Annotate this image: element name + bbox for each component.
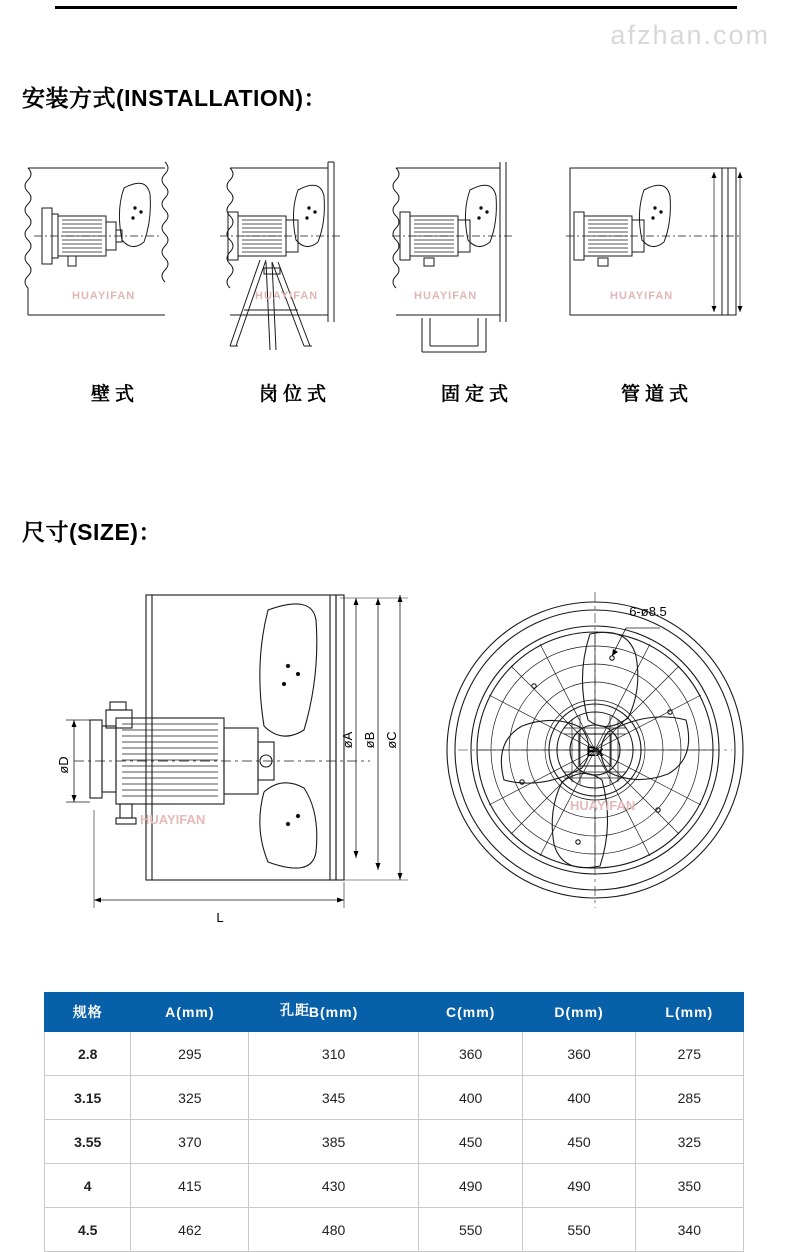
th-a: A(mm) bbox=[131, 993, 249, 1032]
cell-spec: 3.15 bbox=[45, 1076, 131, 1120]
cell-c: 550 bbox=[418, 1208, 523, 1252]
th-c: C(mm) bbox=[418, 993, 523, 1032]
table-row bbox=[45, 1164, 744, 1208]
cell-c: 400 bbox=[418, 1076, 523, 1120]
table-row bbox=[45, 1076, 744, 1120]
cell-a: 415 bbox=[131, 1164, 249, 1208]
top-divider bbox=[55, 6, 737, 9]
cell-d: 360 bbox=[523, 1032, 635, 1076]
cell-l: 275 bbox=[635, 1032, 743, 1076]
cell-d: 550 bbox=[523, 1208, 635, 1252]
installation-caption-fixed: 固定式 bbox=[440, 384, 513, 405]
installation-figure-fixed bbox=[382, 150, 572, 365]
cell-a: 325 bbox=[131, 1076, 249, 1120]
installation-caption-post: 岗位式 bbox=[258, 384, 331, 405]
installation-item-wall bbox=[20, 150, 210, 406]
brand-watermark: HUAYIFAN bbox=[72, 290, 136, 302]
th-spec: 规格 bbox=[45, 993, 131, 1032]
cell-d: 450 bbox=[523, 1120, 635, 1164]
label-phi-a: øA bbox=[340, 731, 355, 749]
installation-figure-post bbox=[200, 150, 390, 365]
installation-figure-wall bbox=[20, 150, 210, 365]
cell-l: 285 bbox=[635, 1076, 743, 1120]
site-watermark: afzhan.com bbox=[610, 20, 770, 50]
table-row bbox=[45, 1120, 744, 1164]
table-header-row bbox=[45, 993, 744, 1032]
cell-spec: 3.55 bbox=[45, 1120, 131, 1164]
th-l: L(mm) bbox=[635, 993, 743, 1032]
cell-b: 345 bbox=[249, 1076, 419, 1120]
table-row bbox=[45, 1208, 744, 1252]
cell-b: 480 bbox=[249, 1208, 419, 1252]
installation-item-post bbox=[200, 150, 390, 406]
cell-l: 325 bbox=[635, 1120, 743, 1164]
installation-caption-wall: 壁式 bbox=[90, 384, 139, 405]
cell-spec: 2.8 bbox=[45, 1032, 131, 1076]
cell-spec: 4.5 bbox=[45, 1208, 131, 1252]
label-ex: Ex bbox=[586, 743, 604, 759]
cell-b: 430 bbox=[249, 1164, 419, 1208]
cell-a: 295 bbox=[131, 1032, 249, 1076]
installation-caption-duct: 管道式 bbox=[620, 384, 693, 405]
brand-watermark: HUAYIFAN bbox=[140, 812, 206, 827]
brand-watermark: HUAYIFAN bbox=[255, 290, 319, 302]
th-d: D(mm) bbox=[523, 993, 635, 1032]
cell-l: 350 bbox=[635, 1164, 743, 1208]
label-holes: 6-ø8.5 bbox=[629, 604, 667, 619]
cell-b: 310 bbox=[249, 1032, 419, 1076]
cell-l: 340 bbox=[635, 1208, 743, 1252]
cell-c: 450 bbox=[418, 1120, 523, 1164]
brand-watermark: HUAYIFAN bbox=[610, 290, 674, 302]
size-section-title: 尺寸(SIZE)： bbox=[22, 519, 162, 545]
size-drawings bbox=[0, 570, 790, 930]
installation-item-fixed bbox=[382, 150, 572, 406]
table-note-kongju: 孔距 bbox=[280, 1002, 310, 1018]
installation-item-duct bbox=[562, 150, 752, 406]
cell-d: 490 bbox=[523, 1164, 635, 1208]
cell-spec: 4 bbox=[45, 1164, 131, 1208]
cell-a: 462 bbox=[131, 1208, 249, 1252]
spec-table bbox=[44, 992, 744, 1252]
cell-a: 370 bbox=[131, 1120, 249, 1164]
cell-c: 490 bbox=[418, 1164, 523, 1208]
label-phi-c: øC bbox=[384, 731, 399, 749]
label-phi-b: øB bbox=[362, 731, 377, 749]
installation-section-title: 安装方式(INSTALLATION)： bbox=[22, 85, 328, 111]
th-b: B(mm) bbox=[249, 993, 419, 1032]
brand-watermark: HUAYIFAN bbox=[570, 798, 636, 813]
cell-c: 360 bbox=[418, 1032, 523, 1076]
brand-watermark: HUAYIFAN bbox=[414, 290, 478, 302]
installation-figures bbox=[0, 150, 790, 440]
installation-figure-duct bbox=[562, 150, 752, 365]
table-row bbox=[45, 1032, 744, 1076]
label-phi-d: øD bbox=[56, 756, 71, 774]
label-l: L bbox=[216, 910, 224, 925]
cell-b: 385 bbox=[249, 1120, 419, 1164]
cell-d: 400 bbox=[523, 1076, 635, 1120]
